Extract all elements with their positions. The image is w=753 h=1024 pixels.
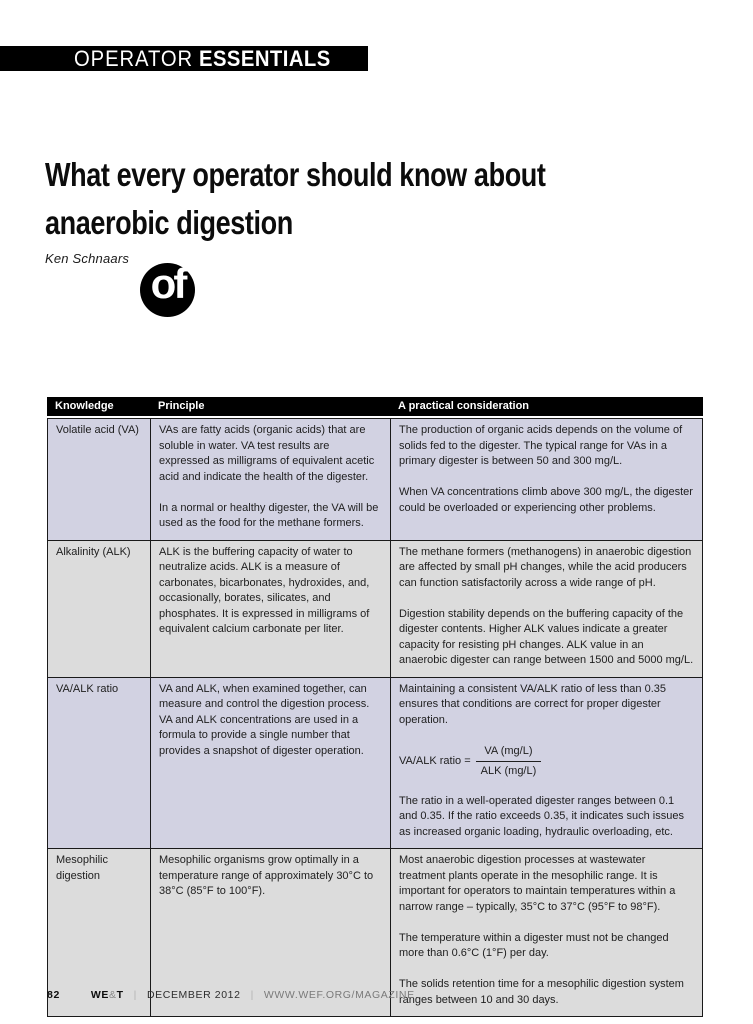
formula-lhs: VA/ALK ratio = — [399, 754, 471, 767]
magazine-ampersand: & — [109, 989, 117, 1001]
footer-separator: | — [133, 989, 137, 1001]
formula-numerator: VA (mg/L) — [484, 744, 533, 757]
cell-paragraph: The ratio in a well-operated digester ranges between 0.1 and 0.35. If the ratio exceeds 0.35, it indicates such issues as increased organic loading, hydraulic overloading, etc. — [399, 794, 684, 838]
cell-paragraph: VA/ALK ratio — [56, 682, 119, 695]
table-header-row — [47, 397, 703, 416]
table-row-va-alk-ratio — [48, 678, 702, 850]
of-logo-text: of — [150, 259, 185, 307]
magazine-name — [91, 989, 124, 1001]
magazine-t: T — [116, 989, 124, 1001]
cell-paragraph: Mesophilic digestion — [56, 854, 108, 882]
cell-paragraph: Maintaining a consistent VA/ALK ratio of less than 0.35 ensures that conditions are correct for proper digester operation. — [399, 682, 667, 726]
article-title — [45, 151, 546, 247]
cell-paragraph: Digestion stability depends on the buffering capacity of the digester contents. Higher ALK values indicate a greater capacity for resisting pH changes. ALK value in an anaerobic digester can range between 1500 and 5000 mg/L. — [399, 607, 694, 666]
page-number: 82 — [47, 989, 60, 1001]
formula-fraction — [476, 744, 542, 780]
cell-paragraph: Volatile acid (VA) — [56, 424, 139, 436]
footer-url: WWW.WEF.ORG/MAGAZINE — [263, 989, 415, 1001]
principle-cell — [151, 541, 391, 677]
footer-date: DECEMBER 2012 — [146, 989, 241, 1001]
kicker-section-label: OPERATOR — [74, 45, 194, 71]
principle-cell — [151, 678, 391, 849]
table-header-principle: Principle — [158, 400, 205, 412]
formula-denominator: ALK (mg/L) — [476, 761, 542, 780]
article-title-line1: What every operator should know about — [45, 156, 546, 193]
article-title-line2: anaerobic digestion — [45, 204, 293, 241]
cell-paragraph: The methane formers (methanogens) in anaerobic digestion are affected by small pH changes, while the acid producers can function satisfactorily across a wide range of pH. — [399, 545, 692, 589]
cell-paragraph: In a normal or healthy digester, the VA will be used as the food for the methane formers. — [159, 501, 379, 529]
cell-paragraph: Alkalinity (ALK) — [56, 545, 131, 558]
table-row-volatile-acid — [48, 419, 702, 541]
byline: Ken Schnaars — [45, 251, 130, 266]
knowledge-table — [47, 397, 703, 1017]
principle-cell — [151, 419, 391, 540]
knowledge-cell — [48, 419, 151, 540]
va-alk-ratio-formula — [399, 744, 694, 780]
kicker-bar — [0, 46, 368, 71]
of-logo — [140, 259, 195, 317]
consideration-cell — [391, 849, 704, 1016]
cell-paragraph: The production of organic acids depends on the volume of solids fed to the digester. The typical range for VAs in a primary digester is between 50 and 300 mg/L. — [399, 424, 683, 467]
consideration-cell — [391, 419, 704, 540]
table-row-alkalinity — [48, 541, 702, 678]
magazine-we: WE — [90, 989, 110, 1001]
cell-paragraph: VA and ALK, when examined together, can measure and control the digestion process. VA and ALK concentrations are used in a formula to provide a single number that provides a snapshot of digester operation. — [159, 682, 370, 757]
cell-paragraph: The solids retention time for a mesophilic digestion system ranges between 10 and 30 days. — [399, 978, 684, 1006]
kicker-section-label-bold: ESSENTIALS — [199, 45, 332, 71]
page-footer — [47, 989, 415, 1001]
cell-paragraph: Mesophilic organisms grow optimally in a temperature range of approximately 30°C to 38°C (85°F to 100°F). — [159, 854, 374, 897]
cell-paragraph: The temperature within a digester must not be changed more than 0.6°C (1°F) per day. — [399, 931, 669, 959]
table-header-consideration: A practical consideration — [398, 400, 530, 412]
consideration-cell — [391, 678, 704, 849]
table-header-knowledge: Knowledge — [55, 400, 114, 412]
cell-paragraph: When VA concentrations climb above 300 mg/L, the digester could be overloaded or experiencing other problems. — [399, 486, 693, 514]
knowledge-cell — [48, 678, 151, 849]
consideration-cell — [391, 541, 704, 677]
cell-paragraph: Most anaerobic digestion processes at wastewater treatment plants operate in the mesophilic range. It is important for operators to maintain temperatures within a narrow range – typically, 35°C to 37°C (95°F to 98°F). — [399, 854, 676, 913]
cell-paragraph: ALK is the buffering capacity of water to neutralize acids. ALK is a measure of carbonates, bicarbonates, hydroxides, and, occasionally, borates, silicates, and phosphates. It is expressed in milligrams of equivalent calcium carbonate per liter. — [159, 545, 370, 635]
table-body — [47, 418, 703, 1017]
cell-paragraph: VAs are fatty acids (organic acids) that are soluble in water. VA test results are expressed as milligrams of equivalent acetic acid and indicate the health of the digester. — [159, 424, 375, 483]
knowledge-cell — [48, 541, 151, 677]
footer-separator: | — [250, 989, 254, 1001]
